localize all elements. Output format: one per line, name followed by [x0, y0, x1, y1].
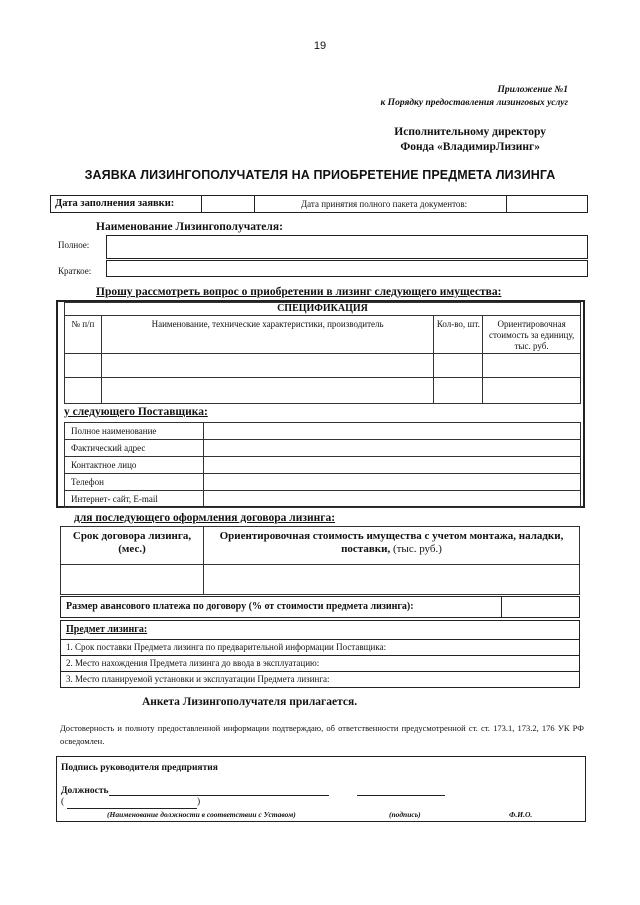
col-total-cost — [204, 527, 580, 565]
accept-date-label: Дата принятия полного пакета документов: — [301, 199, 468, 209]
total-cost-field[interactable] — [204, 565, 580, 595]
spec-cell[interactable] — [483, 354, 581, 378]
spec-title: СПЕЦИФИКАЦИЯ — [65, 303, 581, 316]
supplier-label: Полное наименование — [65, 423, 204, 440]
subject-item-1[interactable]: 1. Срок поставки Предмета лизинга по предварительной информации Поставщика: — [61, 639, 579, 655]
lessee-full-field[interactable] — [106, 235, 588, 259]
supplier-table — [64, 422, 581, 508]
paren-open: ( — [61, 797, 65, 807]
form-title: ЗАЯВКА ЛИЗИНГОПОЛУЧАТЕЛЯ НА ПРИОБРЕТЕНИЕ ПРЕДМЕТА ЛИЗИНГА — [84, 168, 556, 182]
page-number: 19 — [313, 40, 327, 52]
supplier-field[interactable] — [204, 474, 581, 491]
spec-cell[interactable] — [483, 378, 581, 404]
table-row — [65, 378, 581, 404]
table-row — [65, 457, 581, 474]
table-row — [65, 354, 581, 378]
signature-heading: Подпись руководителя предприятия — [61, 763, 218, 773]
spec-cell[interactable] — [434, 378, 483, 404]
spec-cell[interactable] — [101, 354, 434, 378]
spec-cell[interactable] — [101, 378, 434, 404]
spec-table — [64, 302, 581, 404]
supplier-label: Интернет- сайт, E-mail — [65, 491, 204, 508]
contract-heading: для последующего оформления договора лизинга: — [74, 512, 336, 524]
supplier-field[interactable] — [204, 491, 581, 508]
lessee-heading: Наименование Лизингополучателя: — [96, 221, 283, 233]
position-line[interactable] — [109, 795, 329, 796]
addressee-line-1: Исполнительному директору — [394, 126, 546, 138]
advance-row — [60, 596, 580, 618]
table-row — [65, 440, 581, 457]
table-row — [65, 491, 581, 508]
property-heading: Прошу рассмотреть вопрос о приобретении в лизинг следующего имущества: — [96, 286, 502, 298]
appendix-note — [380, 84, 568, 110]
supplier-field[interactable] — [204, 457, 581, 474]
appendix-line-1: Приложение №1 — [497, 85, 568, 95]
table-row — [65, 474, 581, 491]
caption-name: Ф.И.О. — [509, 810, 533, 819]
table-row — [65, 423, 581, 440]
col-num: № п/п — [65, 316, 102, 354]
position-line-2[interactable] — [67, 808, 197, 809]
col-qty: Кол-во, шт. — [434, 316, 483, 354]
property-section — [56, 300, 585, 508]
supplier-field[interactable] — [204, 423, 581, 440]
caption-signature: (подпись) — [389, 810, 421, 819]
caption-position: (Наименование должности в соответствии с Уставом) — [107, 810, 296, 819]
paren-close: ) — [197, 797, 201, 807]
col-term: Срок договора лизинга, (мес.) — [61, 527, 204, 565]
addressee-line-2: Фонда «ВладимирЛизинг» — [400, 141, 540, 153]
subject-item-2[interactable]: 2. Место нахождения Предмета лизинга до ввода в эксплуатацию: — [61, 655, 579, 671]
subject-item-3[interactable]: 3. Место планируемой установки и эксплуатации Предмета лизинга: — [61, 671, 579, 687]
appendix-line-2: к Порядку предоставления лизинговых услуг — [380, 98, 568, 108]
addressee — [394, 125, 546, 155]
dates-row — [50, 195, 588, 213]
signature-block — [56, 756, 586, 822]
lease-table — [60, 526, 580, 595]
supplier-field[interactable] — [204, 440, 581, 457]
fill-date-field[interactable] — [201, 196, 255, 212]
subject-section — [60, 620, 580, 688]
col-name: Наименование, технические характеристики, производитель — [101, 316, 434, 354]
subject-heading: Предмет лизинга: — [66, 624, 148, 635]
term-field[interactable] — [61, 565, 204, 595]
questionnaire-note: Анкета Лизингополучателя прилагается. — [142, 696, 358, 708]
col-total-cost-unit: (тыс. руб.) — [392, 543, 442, 555]
lessee-short-label: Краткое: — [58, 266, 92, 276]
accept-date-field[interactable] — [506, 196, 588, 212]
disclaimer: Достоверность и полноту предоставленной информации подтверждаю, об ответственности предусмотренной ст. ст. 173.1, 173.2, 176 УК РФ осведомлен. — [60, 723, 584, 746]
spec-cell[interactable] — [65, 378, 102, 404]
position-label: Должность — [61, 786, 109, 796]
col-total-cost-text: Ориентировочная стоимость имущества с учетом монтажа, наладки, поставки, — [219, 530, 564, 555]
supplier-label: Контактное лицо — [65, 457, 204, 474]
lessee-short-field[interactable] — [106, 260, 588, 277]
advance-label: Размер авансового платежа по договору (% от стоимости предмета лизинга): — [66, 601, 414, 612]
table-row — [61, 565, 580, 595]
col-cost: Ориентировочная стоимость за единицу, тыс. руб. — [483, 316, 581, 354]
supplier-heading: у следующего Поставщика: — [64, 406, 208, 418]
spec-cell[interactable] — [434, 354, 483, 378]
supplier-label: Телефон — [65, 474, 204, 491]
signature-line[interactable] — [357, 795, 445, 796]
spec-cell[interactable] — [65, 354, 102, 378]
fill-date-label: Дата заполнения заявки: — [55, 198, 175, 209]
advance-field[interactable] — [501, 597, 580, 617]
supplier-label: Фактический адрес — [65, 440, 204, 457]
lessee-full-label: Полное: — [58, 240, 90, 250]
